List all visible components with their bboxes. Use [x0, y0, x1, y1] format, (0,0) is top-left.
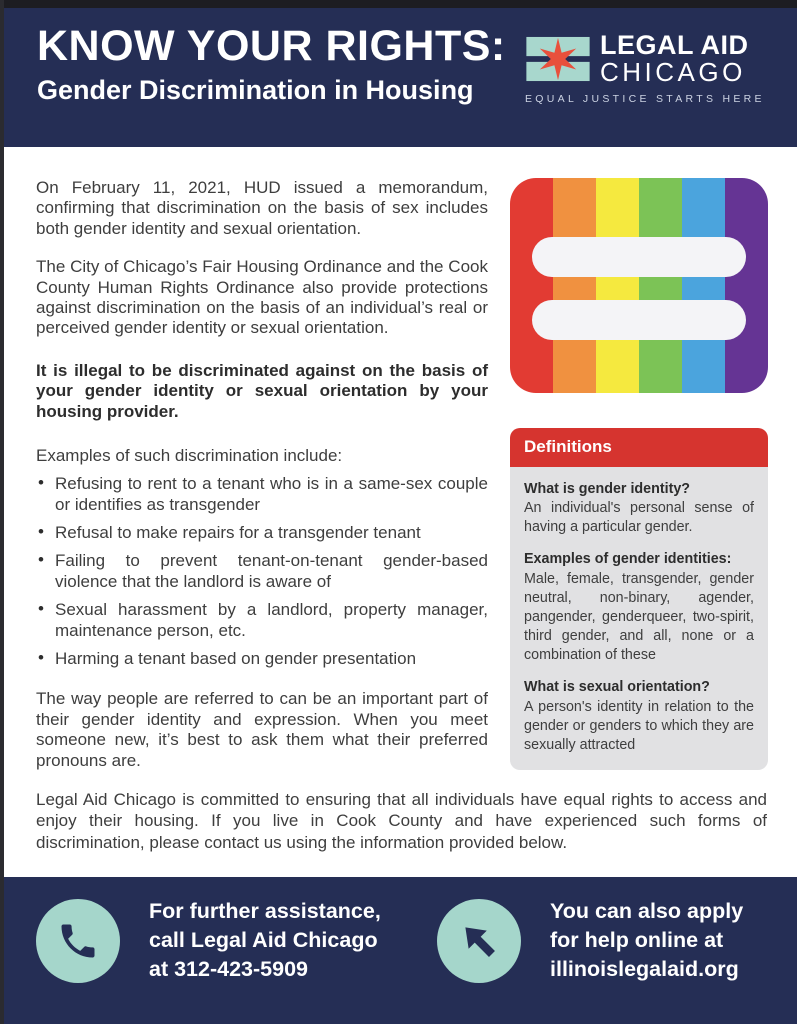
chicago-flag-icon — [525, 36, 591, 82]
logo-org-line1: LEGAL AID — [600, 30, 749, 60]
rainbow-stripe-yellow — [596, 178, 639, 393]
scan-border-left — [0, 0, 4, 1024]
page-subtitle: Gender Discrimination in Housing — [37, 75, 474, 106]
logo-names — [600, 32, 749, 86]
equals-sign-bar-top — [532, 237, 746, 277]
definition-item — [524, 678, 754, 755]
definition-heading: Examples of gender identities: — [524, 551, 732, 568]
body-left-column — [36, 168, 488, 771]
intro-paragraph-1: On February 11, 2021, HUD issued a memorandum, confirming that discrimination on the basis of sex includes both gender identity and sexual orientation. — [36, 178, 488, 238]
bold-statement: It is illegal to be discriminated against on the basis of your gender identity or sexual orientation by your housing provider. — [36, 360, 488, 421]
list-item — [36, 551, 488, 592]
intro-paragraph-2: The City of Chicago’s Fair Housing Ordinance and the Cook County Human Rights Ordinance also provide protections against discrimination on the basis of an individual’s real or perceived gender identity or sexual orientation. — [36, 257, 488, 338]
definition-text: An individual's personal sense of having a particular gender. — [524, 500, 754, 536]
list-item — [36, 474, 488, 515]
logo-row — [525, 32, 775, 86]
rainbow-equality-graphic — [510, 178, 768, 393]
list-item-text: Failing to prevent tenant-on-tenant gender-based violence that the landlord is aware of — [55, 551, 488, 591]
scan-border-top — [0, 0, 797, 8]
rainbow-stripe-blue — [682, 178, 725, 393]
page-title: KNOW YOUR RIGHTS: — [37, 22, 506, 70]
definitions-body — [510, 467, 768, 770]
bullet-icon: • — [38, 648, 44, 668]
list-item-text: Refusal to make repairs for a transgender tenant — [55, 523, 421, 543]
rainbow-stripe-red — [510, 178, 553, 393]
online-blurb-line: You can also apply — [550, 899, 744, 923]
phone-contact-group — [36, 897, 381, 985]
rainbow-stripe-purple — [725, 178, 768, 393]
bullet-icon: • — [38, 473, 44, 493]
definition-item — [524, 550, 754, 665]
phone-icon — [56, 919, 100, 963]
closing-paragraph: Legal Aid Chicago is committed to ensuring that all individuals have equal rights to access and enjoy their housing. If you live in Cook County and have experienced such forms of discrimination, please contact us using the information provided below. — [36, 790, 767, 852]
definitions-header: Definitions — [510, 428, 768, 467]
online-apply-group — [437, 897, 743, 985]
list-item-text: Sexual harassment by a landlord, property manager, maintenance person, etc. — [55, 600, 488, 640]
equals-sign-bar-bottom — [532, 300, 746, 340]
phone-blurb-line: For further assistance, — [149, 899, 381, 923]
header-banner — [4, 8, 797, 147]
list-item — [36, 523, 488, 543]
footer-banner — [0, 877, 797, 1024]
title-block — [37, 24, 506, 104]
rainbow-stripe-orange — [553, 178, 596, 393]
phone-blurb-line: call Legal Aid Chicago — [149, 928, 378, 953]
list-item — [36, 649, 488, 669]
phone-icon-circle — [36, 899, 120, 983]
logo-tagline: EQUAL JUSTICE STARTS HERE — [525, 93, 765, 106]
cursor-icon — [457, 919, 501, 963]
logo-org-line2: CHICAGO — [600, 57, 746, 87]
definitions-box — [510, 428, 768, 770]
definition-heading: What is gender identity? — [524, 481, 691, 497]
rainbow-stripe-green — [639, 178, 682, 393]
list-item-text: Harming a tenant based on gender presentation — [55, 649, 417, 669]
definition-text: Male, female, transgender, gender neutral, non-binary, agender, pangender, genderqueer, two-spirit, third gender, and all, none or a combination of these — [524, 570, 754, 664]
phone-blurb — [149, 897, 381, 985]
definition-text: A person's identity in relation to the gender or genders to which they are sexually attracted — [524, 698, 754, 753]
list-item — [36, 600, 488, 641]
phone-number: at 312-423-5909 — [149, 957, 308, 982]
online-blurb-line: for help online at — [550, 928, 724, 953]
list-item-text: Refusing to rent to a tenant who is in a same-sex couple or identifies as transgender — [55, 474, 488, 514]
cursor-icon-circle — [437, 899, 521, 983]
definition-item — [524, 480, 754, 537]
online-blurb — [550, 897, 743, 985]
examples-list — [36, 474, 488, 669]
body-right-column — [510, 178, 768, 770]
website-url: illinoislegalaid.org — [550, 957, 739, 982]
bullet-icon: • — [38, 522, 44, 542]
definition-heading: What is sexual orientation? — [524, 679, 710, 696]
pronouns-paragraph: The way people are referred to can be an important part of their gender identity and expression. When you meet someone new, it’s best to ask them what their preferred pronouns are. — [36, 689, 488, 770]
bullet-icon: • — [38, 599, 44, 619]
bullet-icon: • — [38, 550, 44, 570]
legal-aid-chicago-logo — [525, 32, 775, 105]
examples-intro: Examples of such discrimination include: — [36, 445, 343, 465]
